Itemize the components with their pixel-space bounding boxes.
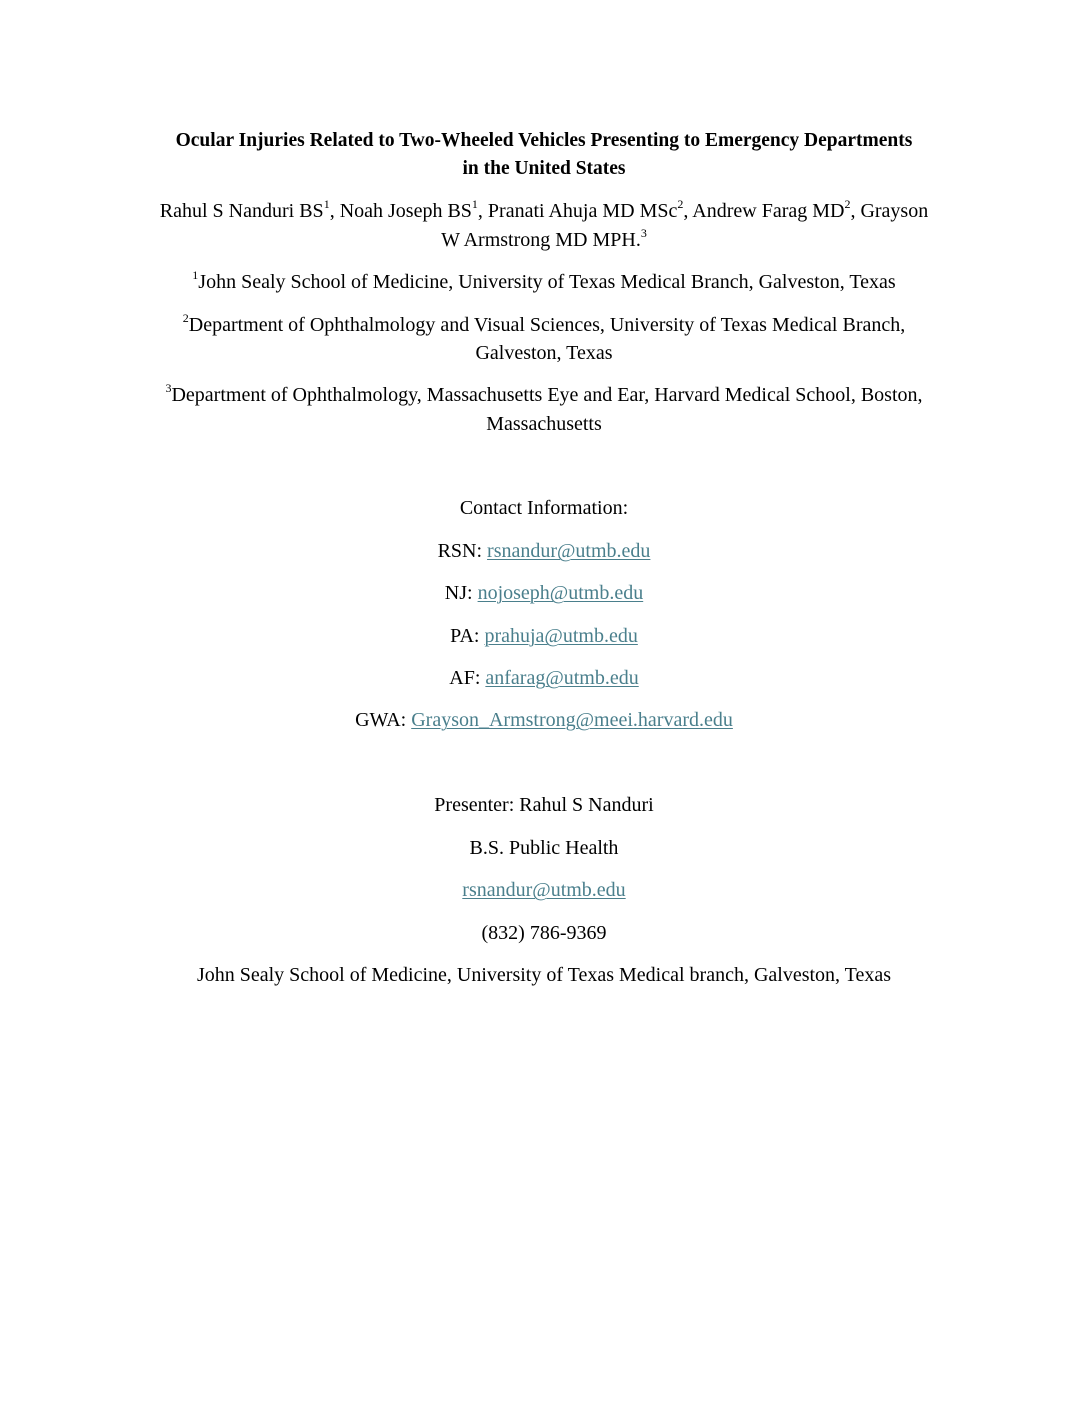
author-separator: , [683,200,693,222]
affiliation-2-line-2: Galveston, Texas [475,342,613,364]
author-name: Andrew Farag MD [692,200,845,222]
contact-heading: Contact Information: [459,497,629,519]
contact-initials: AF: [449,667,486,689]
contact-entry-pa [0,622,1088,650]
email-link[interactable]: rsnandur@utmb.edu [462,879,626,901]
presenter-phone: (832) 786-9369 [481,922,607,944]
contact-initials: GWA: [355,709,412,731]
paper-title-line-1: Ocular Injuries Related to Two-Wheeled Vehicles Presenting to Emergency Departments [175,130,913,151]
contact-entry-rsn [0,537,1088,565]
presenter-email-line [0,876,1088,904]
affiliation-superscript: 2 [677,197,684,212]
affiliation-number: 1 [192,268,199,283]
author-separator: , [329,200,340,222]
affiliation-number: 2 [182,311,189,326]
author-name: Noah Joseph BS [339,200,472,222]
author-name: Rahul S Nanduri BS [159,200,324,222]
affiliation-superscript: 1 [471,197,478,212]
author-list-line-2 [0,226,1088,254]
affiliation-2-line-1 [0,311,1088,339]
affiliation-1 [0,268,1088,296]
paper-title-line-2: in the United States [462,158,626,179]
email-link[interactable]: anfarag@utmb.edu [485,667,639,689]
presenter-institution: John Sealy School of Medicine, University of Texas Medical branch, Galveston, Texas [196,964,892,986]
presenter-name: Presenter: Rahul S Nanduri [434,794,654,816]
contact-initials: RSN: [437,540,488,562]
affiliation-text: John Sealy School of Medicine, University of Texas Medical Branch, Galveston, Texas [198,271,896,293]
affiliation-3-line-2: Massachusetts [486,413,602,435]
contact-entry-gwa [0,706,1088,734]
presenter-degree: B.S. Public Health [469,837,619,859]
affiliation-3-line-1 [0,381,1088,409]
contact-entry-nj [0,579,1088,607]
affiliation-text: Department of Ophthalmology, Massachusetts Eye and Ear, Harvard Medical School, Boston, [171,384,923,406]
affiliation-number: 3 [165,381,172,396]
contact-initials: PA: [450,625,485,647]
author-separator: , [477,200,488,222]
contact-entry-af [0,664,1088,692]
affiliation-superscript: 3 [640,226,647,241]
email-link[interactable]: prahuja@utmb.edu [484,625,638,647]
affiliation-superscript: 2 [844,197,851,212]
author-name: Pranati Ahuja MD MSc [487,200,678,222]
email-link[interactable]: rsnandur@utmb.edu [487,540,651,562]
author-separator: , [850,200,861,222]
email-link[interactable]: nojoseph@utmb.edu [477,582,644,604]
author-list-line-1 [0,197,1088,225]
affiliation-text: Department of Ophthalmology and Visual Sciences, University of Texas Medical Branch, [188,314,906,336]
author-name-part: W Armstrong MD MPH. [441,229,641,251]
email-link[interactable]: Grayson_Armstrong@meei.harvard.edu [411,709,733,731]
author-name-part: Grayson [860,200,929,222]
affiliation-superscript: 1 [323,197,330,212]
contact-initials: NJ: [444,582,478,604]
